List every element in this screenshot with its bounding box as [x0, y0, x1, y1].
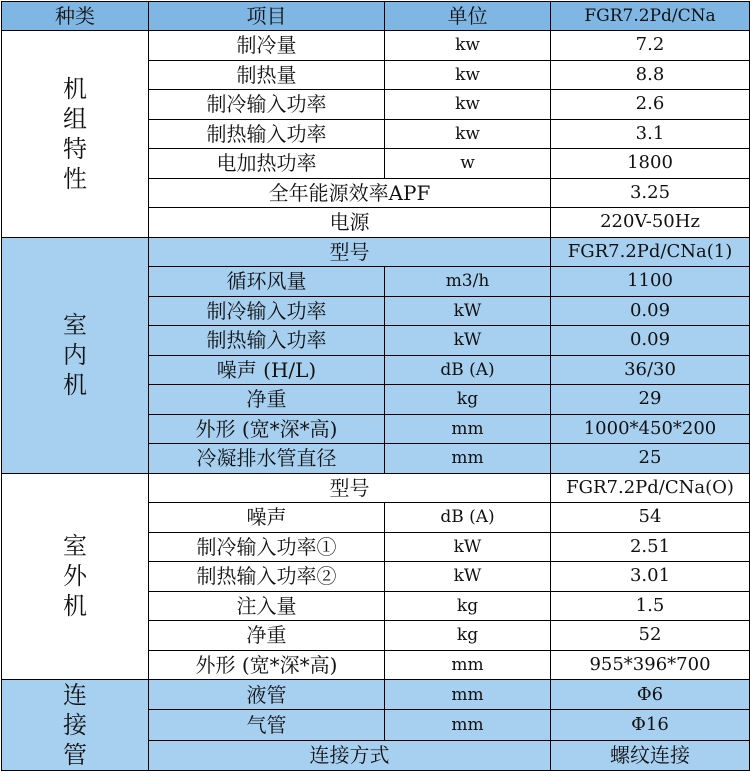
unit-cell: kg: [385, 621, 551, 651]
value-cell: Φ6: [551, 680, 750, 710]
value-cell: 1.5: [551, 591, 750, 621]
category-unit_features: 机 组 特 性: [2, 31, 149, 238]
unit-cell: mm: [385, 710, 551, 740]
item-cell: 制热输入功率: [149, 326, 385, 356]
category-outdoor: 室 外 机: [2, 473, 149, 680]
value-cell: 29: [551, 385, 750, 415]
unit-cell: kw: [385, 31, 551, 61]
item-cell: 电加热功率: [149, 149, 385, 179]
method-value: 螺纹连接: [551, 740, 750, 770]
value-cell: 8.8: [551, 60, 750, 90]
spec-table: [1, 1, 750, 771]
header-item: 项目: [149, 2, 385, 31]
header-model: FGR7.2Pd/CNa: [551, 2, 750, 31]
item-cell: 制冷输入功率: [149, 296, 385, 326]
value-cell: 7.2: [551, 31, 750, 61]
item-cell: 冷凝排水管直径: [149, 444, 385, 474]
item-cell: 制冷输入功率①: [149, 532, 385, 562]
unit-cell: m3/h: [385, 267, 551, 297]
unit-cell: dB (A): [385, 503, 551, 533]
item-cell: 噪声: [149, 503, 385, 533]
item-cell: 循环风量: [149, 267, 385, 297]
header-row: [2, 2, 750, 31]
model-label: 型号: [149, 473, 551, 503]
item-cell: 外形 (宽*深*高): [149, 414, 385, 444]
unit-cell: dB (A): [385, 355, 551, 385]
model-row: [2, 237, 750, 267]
unit-cell: kw: [385, 90, 551, 120]
model-value: FGR7.2Pd/CNa(O): [551, 473, 750, 503]
value-cell: 2.6: [551, 90, 750, 120]
item-cell: 制冷量: [149, 31, 385, 61]
unit-cell: mm: [385, 680, 551, 710]
value-cell: 0.09: [551, 296, 750, 326]
unit-cell: kg: [385, 591, 551, 621]
item-cell: 制热量: [149, 60, 385, 90]
item-cell: 气管: [149, 710, 385, 740]
power-item: 电源: [149, 208, 551, 238]
value-cell: 54: [551, 503, 750, 533]
item-cell: 注入量: [149, 591, 385, 621]
value-cell: 1000*450*200: [551, 414, 750, 444]
item-cell: 噪声 (H/L): [149, 355, 385, 385]
value-cell: 1800: [551, 149, 750, 179]
table-row: [2, 31, 750, 61]
unit-cell: kw: [385, 60, 551, 90]
item-cell: 液管: [149, 680, 385, 710]
model-value: FGR7.2Pd/CNa(1): [551, 237, 750, 267]
value-cell: 3.1: [551, 119, 750, 149]
unit-cell: w: [385, 149, 551, 179]
value-cell: 2.51: [551, 532, 750, 562]
value-cell: Φ16: [551, 710, 750, 740]
unit-cell: kw: [385, 119, 551, 149]
apf-value: 3.25: [551, 178, 750, 208]
table-row: [2, 680, 750, 710]
unit-cell: kg: [385, 385, 551, 415]
value-cell: 955*396*700: [551, 650, 750, 680]
value-cell: 25: [551, 444, 750, 474]
item-cell: 制热输入功率②: [149, 562, 385, 592]
item-cell: 制热输入功率: [149, 119, 385, 149]
header-unit: 单位: [385, 2, 551, 31]
unit-cell: kW: [385, 326, 551, 356]
model-label: 型号: [149, 237, 551, 267]
item-cell: 净重: [149, 385, 385, 415]
category-connection: 连 接 管: [2, 680, 149, 771]
unit-cell: kW: [385, 296, 551, 326]
unit-cell: kW: [385, 562, 551, 592]
category-indoor: 室 内 机: [2, 237, 149, 473]
unit-cell: kW: [385, 532, 551, 562]
item-cell: 外形 (宽*深*高): [149, 650, 385, 680]
item-cell: 制冷输入功率: [149, 90, 385, 120]
method-item: 连接方式: [149, 740, 551, 770]
power-value: 220V-50Hz: [551, 208, 750, 238]
item-cell: 净重: [149, 621, 385, 651]
unit-cell: mm: [385, 414, 551, 444]
unit-cell: mm: [385, 444, 551, 474]
value-cell: 36/30: [551, 355, 750, 385]
unit-cell: mm: [385, 650, 551, 680]
model-row: [2, 473, 750, 503]
value-cell: 3.01: [551, 562, 750, 592]
spec-table-body: [2, 2, 750, 771]
value-cell: 1100: [551, 267, 750, 297]
value-cell: 0.09: [551, 326, 750, 356]
apf-item: 全年能源效率APF: [149, 178, 551, 208]
header-category: 种类: [2, 2, 149, 31]
value-cell: 52: [551, 621, 750, 651]
